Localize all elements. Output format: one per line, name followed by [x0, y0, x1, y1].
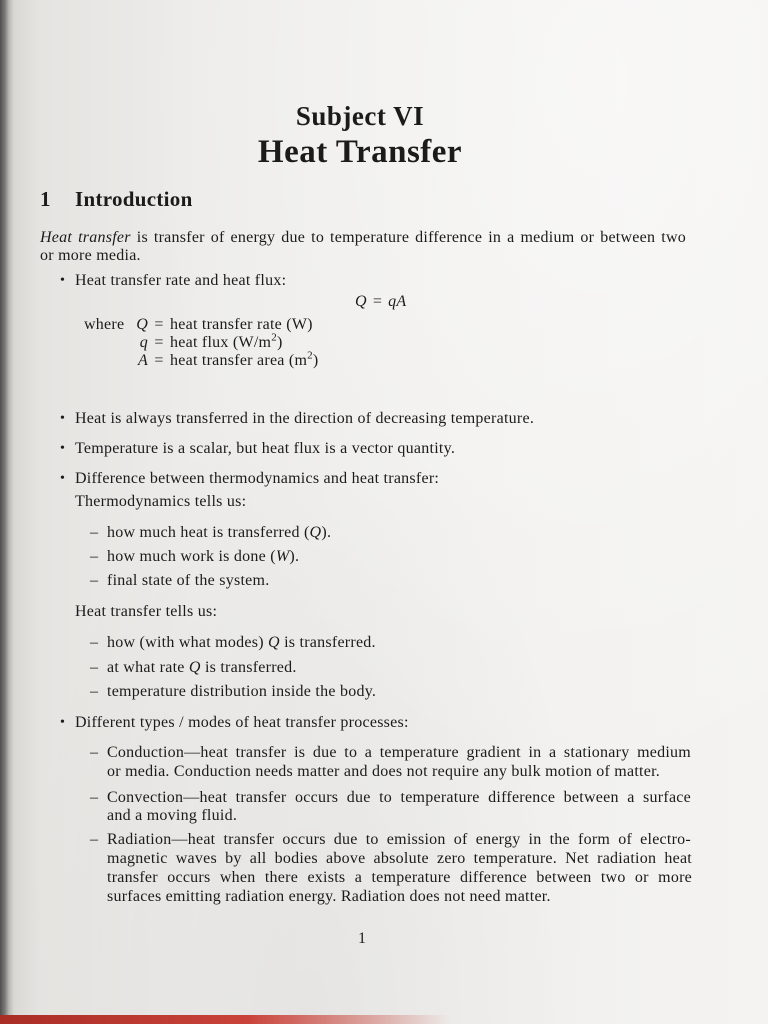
sublist-label: Heat transfer tells us: [75, 603, 218, 620]
definition-equals: = [154, 352, 164, 369]
bullet-text: Different types / modes of heat transfer processes: [75, 714, 409, 731]
bullet-marker: • [60, 471, 65, 486]
bullet-text: Heat is always transferred in the direction of decreasing temperature. [75, 410, 535, 427]
definition-desc: heat transfer area (m [170, 352, 308, 369]
bullet-marker: • [60, 441, 65, 456]
dash-marker: – [90, 634, 98, 651]
mode-line: Conduction—heat transfer is due to a temperature gradient in a stationary medium [107, 744, 691, 761]
definitions-block [84, 316, 319, 370]
math-symbol: Q [188, 659, 201, 676]
list-item [107, 547, 299, 566]
dash-marker: – [90, 744, 98, 761]
definition-text [170, 349, 319, 370]
definition-text: heat transfer rate (W) [170, 316, 313, 333]
formula-equals: = [372, 293, 383, 310]
intro-line [40, 228, 686, 247]
bullet-text: Temperature is a scalar, but heat flux is a vector quantity. [75, 440, 456, 457]
mode-line: surfaces emitting radiation energy. Radiation does not need matter. [107, 888, 551, 905]
subject-heading: Subject VI [295, 101, 425, 131]
math-symbol: W [275, 548, 290, 565]
dash-marker: – [90, 683, 98, 700]
bullet-marker: • [60, 715, 65, 730]
formula-rhs: qA [388, 293, 407, 310]
where-spacer [84, 352, 128, 370]
section-title: Introduction [75, 187, 193, 211]
item-text: at what rate [107, 659, 189, 676]
section-number: 1 [40, 187, 51, 211]
mode-line: and a moving fluid. [107, 807, 238, 824]
intro-text: is transfer of energy due to temperature difference in a medium or between two [130, 229, 686, 246]
dash-marker: – [90, 572, 98, 589]
list-item [107, 658, 297, 677]
math-symbol: Q [268, 634, 280, 651]
item-text: how (with what modes) [107, 634, 269, 651]
list-item: temperature distribution inside the body. [107, 683, 377, 700]
item-text: ). [321, 524, 332, 541]
mode-line: or media. Conduction needs matter and does not require any bulk motion of matter. [107, 763, 661, 780]
definition-equals: = [154, 334, 164, 351]
definition-close: ) [277, 334, 283, 351]
math-symbol: Q [309, 524, 322, 541]
item-text: is transferred. [279, 634, 376, 651]
dash-marker: – [90, 831, 98, 848]
unit-exponent: 2 [307, 349, 313, 362]
definition-symbol: Q [136, 316, 148, 333]
dash-marker: – [90, 524, 98, 541]
list-item [107, 523, 331, 542]
definition-symbol: q [139, 334, 148, 351]
section-heading [40, 186, 193, 212]
bullet-marker: • [60, 273, 65, 288]
definition-desc: heat flux (W/m [170, 334, 272, 351]
definition-text [170, 331, 319, 352]
formula [355, 292, 406, 311]
item-text: ). [289, 548, 300, 565]
where-label: where [84, 316, 125, 333]
sublist-label: Thermodynamics tells us: [75, 493, 247, 510]
item-text: how much work is done ( [107, 548, 276, 565]
list-item [107, 633, 376, 652]
list-item: final state of the system. [107, 572, 270, 589]
bullet-text: Difference between thermodynamics and heat transfer: [75, 470, 440, 487]
mode-line: transfer occurs when there exists a temperature difference between two or more [107, 869, 692, 886]
dash-marker: – [90, 659, 98, 676]
definition-close: ) [312, 352, 319, 369]
dash-marker: – [90, 548, 98, 565]
item-text: how much heat is transferred ( [107, 524, 310, 541]
dash-marker: – [90, 789, 98, 806]
formula-lhs: Q [355, 293, 367, 310]
where-spacer [84, 334, 128, 352]
definition-symbol: A [137, 352, 148, 369]
defined-term: Heat transfer [40, 229, 131, 246]
red-edge-strip [0, 1015, 450, 1024]
unit-exponent: 2 [271, 331, 277, 344]
intro-line: or more media. [40, 247, 141, 264]
page-number: 1 [358, 930, 366, 947]
definition-equals: = [154, 316, 164, 333]
item-text: is transferred. [200, 659, 297, 676]
mode-line: Radiation—heat transfer occurs due to emission of energy in the form of electro- [107, 831, 691, 848]
mode-line: Convection—heat transfer occurs due to temperature difference between a surface [107, 789, 691, 806]
page-title: Heat Transfer [257, 134, 463, 170]
mode-line: magnetic waves by all bodies above absolute zero temperature. Net radiation heat [107, 850, 692, 867]
bullet-marker: • [60, 411, 65, 426]
bullet-text: Heat transfer rate and heat flux: [75, 272, 287, 289]
